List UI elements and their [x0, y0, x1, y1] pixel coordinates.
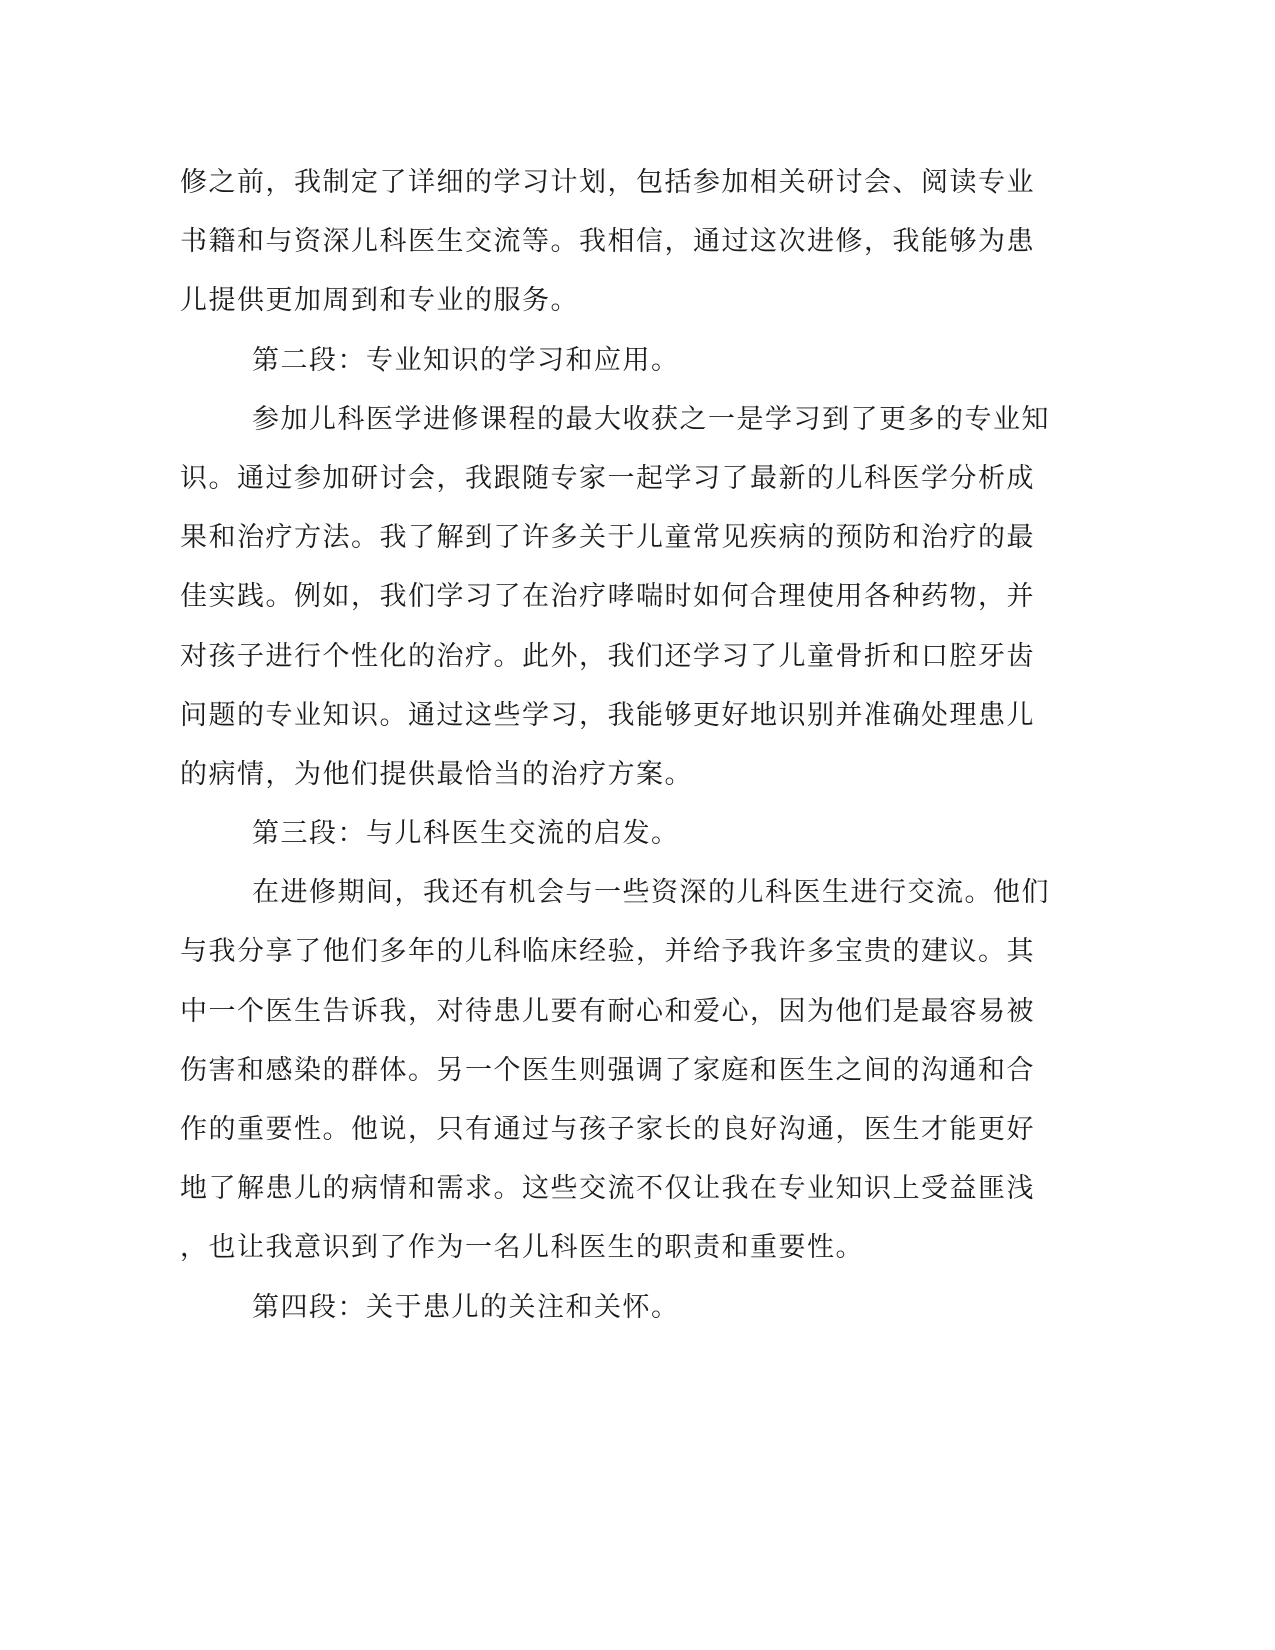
text-line: 修之前，我制定了详细的学习计划，包括参加相关研讨会、阅读专业	[180, 167, 1035, 198]
text-line: ，也让我意识到了作为一名儿科医生的职责和重要性。	[180, 1232, 864, 1264]
text-line: 儿提供更加周到和专业的服务。	[180, 285, 579, 317]
section-heading: 第三段：与儿科医生交流的启发。	[252, 818, 680, 850]
text-line: 对孩子进行个性化的治疗。此外，我们还学习了儿童骨折和口腔牙齿	[180, 640, 1035, 672]
text-line: 识。通过参加研讨会，我跟随专家一起学习了最新的儿科医学分析成	[180, 462, 1035, 494]
text-line: 书籍和与资深儿科医生交流等。我相信，通过这次进修，我能够为患	[180, 226, 1035, 258]
text-line: 果和治疗方法。我了解到了许多关于儿童常见疾病的预防和治疗的最	[180, 522, 1035, 554]
section-heading: 第四段：关于患儿的关注和关怀。	[252, 1291, 680, 1323]
text-line: 中一个医生告诉我，对待患儿要有耐心和爱心，因为他们是最容易被	[180, 995, 1035, 1027]
document-body	[180, 153, 1050, 1337]
text-line: 与我分享了他们多年的儿科临床经验，并给予我许多宝贵的建议。其	[180, 936, 1035, 968]
text-line: 伤害和感染的群体。另一个医生则强调了家庭和医生之间的沟通和合	[180, 1054, 1035, 1086]
text-line: 问题的专业知识。通过这些学习，我能够更好地识别并准确处理患儿	[180, 699, 1035, 731]
text-line: 佳实践。例如，我们学习了在治疗哮喘时如何合理使用各种药物，并	[180, 581, 1035, 613]
text-line: 在进修期间，我还有机会与一些资深的儿科医生进行交流。他们	[252, 877, 1050, 909]
text-line: 作的重要性。他说，只有通过与孩子家长的良好沟通，医生才能更好	[180, 1114, 1035, 1145]
text-line: 地了解患儿的病情和需求。这些交流不仅让我在专业知识上受益匪浅	[180, 1173, 1035, 1205]
text-line: 参加儿科医学进修课程的最大收获之一是学习到了更多的专业知	[252, 403, 1050, 435]
text-line: 的病情，为他们提供最恰当的治疗方案。	[180, 758, 693, 790]
section-heading: 第二段：专业知识的学习和应用。	[252, 344, 680, 376]
